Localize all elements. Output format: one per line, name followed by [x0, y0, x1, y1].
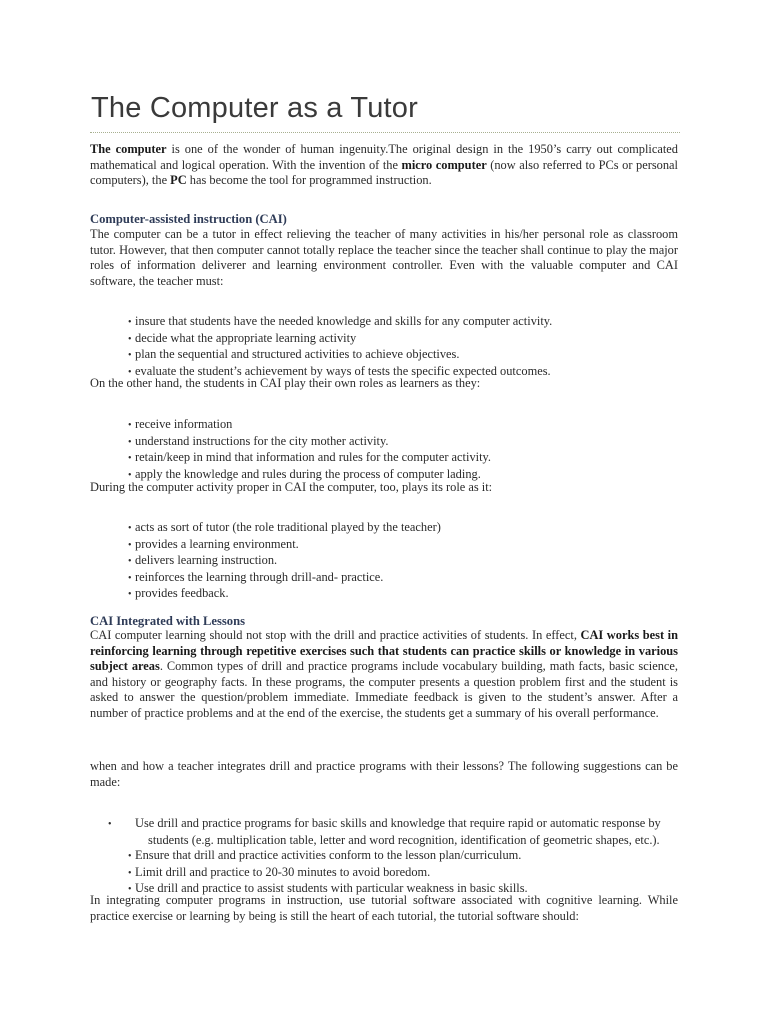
intro-text-3: has become the tool for programmed instruction. [186, 173, 432, 188]
intro-bold-pc: PC [170, 173, 187, 188]
bullet-icon: • [128, 350, 132, 362]
intro-text-2: (now also referred to PCs or personal computers), the [90, 157, 678, 188]
list-item: • provides a learning environment. [128, 537, 678, 554]
students-intro: On the other hand, the students in CAI play their own roles as learners as they: [90, 376, 481, 390]
bullet-icon: • [128, 469, 132, 481]
cai-works-best-bold: CAI works best in reinforcing learning through repetitive exercises such that students can practice skills or knowledge in various subject areas [90, 628, 678, 674]
teacher-must-list [128, 314, 678, 380]
list-item: • acts as sort of tutor (the role traditional played by the teacher) [128, 520, 678, 537]
bullet-icon: • [128, 572, 132, 584]
computer-intro: During the computer activity proper in CAI the computer, too, plays its role as it: [90, 480, 493, 494]
bullet-icon: • [128, 333, 132, 345]
list-item: • delivers learning instruction. [128, 553, 678, 570]
intro-text-1: is one of the wonder of human ingenuity.The original design in the 1950’s carry out complicated mathematical and logical operation. With the invention of the [90, 142, 678, 172]
bullet-icon: • [108, 819, 112, 830]
students-list [128, 417, 678, 483]
cai-integrated-paragraph: CAI computer learning should not stop with the drill and practice activities of students. In effect, CAI works best in reinforcing learning through repetitive exercises such that students can practice skills or knowledge in various subject areas. Common types of drill and practice programs include vocabulary building, math facts, basic science, and history or geography facts. In these programs, the computer presents a question problem first and the student is asked to answer the question/problem immediate. Immediate feedback is given to the student’s answer. After a number of practice problems and at the end of the exercise, the students get a summary of his overall performance. [90, 628, 678, 720]
bullet-icon: • [128, 556, 132, 568]
list-item: • receive information [128, 417, 678, 434]
list-item: • reinforces the learning through drill-and- practice. [128, 570, 678, 587]
list-item: • Use drill and practice programs for basic skills and knowledge that require rapid or automatic response by students (e.g. multiplication table, letter and word recognition, identification of geometric shapes, etc.). [108, 816, 661, 847]
suggestions-list [108, 816, 678, 898]
intro-bold-computer: The computer [90, 142, 167, 156]
tutorial-paragraph: In integrating computer programs in instruction, use tutorial software associated with cognitive learning. While practice exercise or learning by being is still the heart of each tutorial, the tutorial software should: [90, 893, 678, 923]
intro-bold-micro-computer: micro computer [401, 157, 487, 172]
bullet-icon: • [128, 589, 132, 601]
bullet-icon: • [128, 851, 132, 863]
bullet-icon: • [128, 420, 132, 431]
list-item: • decide what the appropriate learning activity [128, 331, 678, 348]
bullet-icon: • [128, 523, 132, 534]
bullet-icon: • [128, 366, 132, 378]
list-item: • Ensure that drill and practice activities conform to the lesson plan/curriculum. [128, 848, 678, 865]
list-item: • plan the sequential and structured activities to achieve objectives. [128, 347, 678, 364]
list-item: • retain/keep in mind that information and rules for the computer activity. [128, 450, 678, 467]
bullet-icon: • [128, 539, 132, 551]
bullet-icon: • [128, 317, 132, 328]
list-item: • Use drill and practice to assist students with particular weakness in basic skills. [128, 881, 678, 898]
intro-paragraph [90, 142, 678, 189]
title-divider [90, 132, 680, 133]
suggestions-intro: when and how a teacher integrates drill and practice programs with their lessons? The following suggestions can be made: [90, 759, 678, 789]
bullet-icon: • [128, 453, 132, 465]
list-item: • evaluate the student’s achievement by ways of tests the specific expected outcomes. [128, 364, 678, 381]
list-item: • insure that students have the needed knowledge and skills for any computer activity. [128, 314, 678, 331]
list-item: • understand instructions for the city mother activity. [128, 434, 678, 451]
cai-heading: Computer-assisted instruction (CAI) [90, 212, 287, 226]
page-title: The Computer as a Tutor [91, 92, 418, 124]
list-item: • provides feedback. [128, 586, 678, 603]
bullet-icon: • [128, 867, 132, 879]
bullet-icon: • [128, 436, 132, 448]
cai-paragraph: The computer can be a tutor in effect relieving the teacher of many activities in his/her personal role as classroom tutor. However, that then computer cannot totally replace the teacher since the teacher shall continue to play the major roles of information deliverer and learning environment controller. Even with the valuable computer and CAI software, the teacher must: [90, 227, 678, 288]
cai-integrated-heading: CAI Integrated with Lessons [90, 614, 245, 628]
list-item: • Limit drill and practice to 20-30 minutes to avoid boredom. [128, 865, 678, 882]
bullet-icon: • [128, 884, 132, 896]
computer-role-list [128, 520, 678, 603]
list-item: • apply the knowledge and rules during the process of computer lading. [128, 467, 678, 484]
